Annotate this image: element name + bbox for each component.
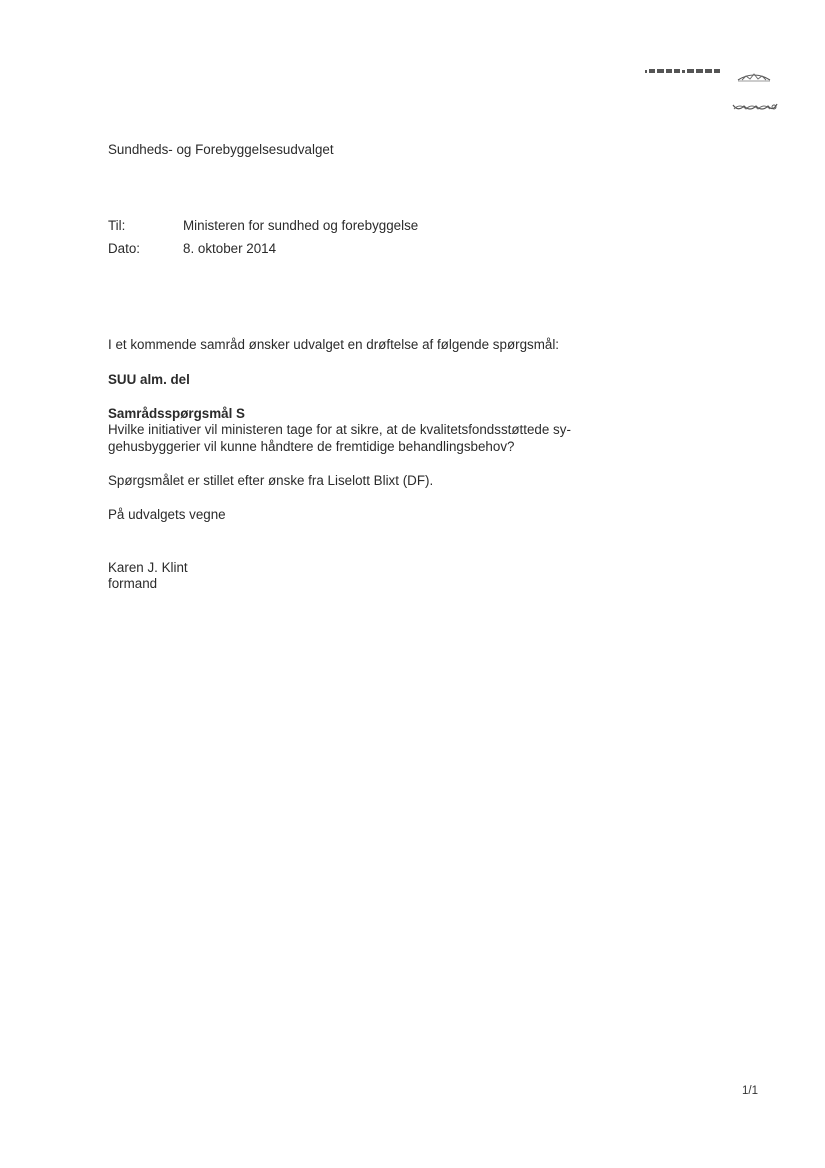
crown-logo-icon [736, 70, 772, 84]
committee-name: Sundheds- og Forebyggelsesudvalget [108, 142, 334, 157]
question-line-1: Hvilke initiativer vil ministeren tage for at sikre, at de kvalitetsfondsstøttede sy- [108, 422, 571, 437]
signatory-name: Karen J. Klint [108, 560, 188, 575]
date-value: 8. oktober 2014 [183, 241, 277, 256]
asked-by-text: Spørgsmålet er stillet efter ønske fra Liselott Blixt (DF). [108, 473, 434, 488]
seal-logo-icon [730, 100, 780, 116]
date-label: Dato: [108, 241, 141, 256]
intro-text: I et kommende samråd ønsker udvalget en drøftelse af følgende spørgsmål: [108, 337, 560, 352]
folketinget-stamp-fragment [645, 64, 725, 74]
page-number: 1/1 [742, 1085, 758, 1097]
question-title: Samrådsspørgsmål S [108, 406, 245, 421]
to-value: Ministeren for sundhed og forebyggelse [183, 218, 419, 233]
to-label: Til: [108, 218, 126, 233]
signatory-title: formand [108, 576, 158, 591]
reference-heading: SUU alm. del [108, 372, 190, 387]
on-behalf-text: På udvalgets vegne [108, 507, 226, 522]
question-line-2: gehusbyggerier vil kunne håndtere de fremtidige behandlingsbehov? [108, 439, 515, 454]
